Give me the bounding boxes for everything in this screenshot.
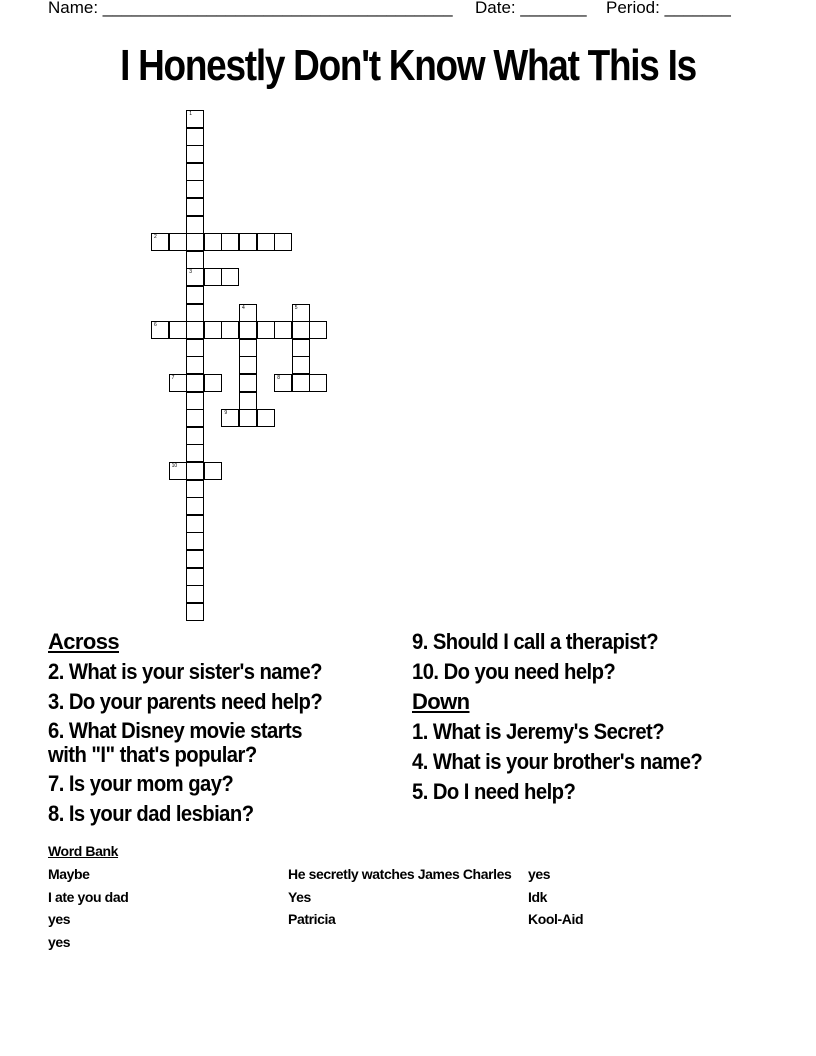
word-bank-item: He secretly watches James Charles	[288, 866, 512, 882]
clue-across-7	[48, 769, 322, 799]
word-bank-item: Maybe	[48, 866, 90, 882]
grid-cell	[257, 409, 275, 427]
cell-number: 8	[277, 375, 280, 381]
grid-cell	[239, 392, 257, 410]
clue-across-3	[48, 687, 322, 717]
grid-cell	[186, 427, 204, 445]
grid-cell	[274, 374, 292, 392]
clue-number: 1.	[412, 719, 428, 744]
grid-cell	[186, 163, 204, 181]
clue-text: Do I need help?	[427, 779, 576, 804]
grid-cell	[186, 392, 204, 410]
clue-down-5	[412, 777, 702, 807]
clue-number: 7.	[48, 771, 64, 796]
grid-cell	[186, 233, 204, 251]
grid-cell	[186, 251, 204, 269]
cell-number: 5	[294, 304, 298, 311]
grid-cell	[239, 321, 257, 339]
grid-cell	[204, 321, 222, 339]
clues-right-column	[412, 627, 727, 807]
grid-cell	[186, 480, 204, 498]
word-bank-item: I ate you dad	[48, 889, 129, 905]
name-field-label: Name: _____________________________________	[48, 0, 453, 17]
grid-cell	[239, 304, 257, 322]
clue-across-8	[48, 799, 322, 829]
word-bank-item: Yes	[288, 889, 311, 905]
cell-number: 6	[154, 322, 157, 329]
grid-cell	[274, 321, 292, 339]
grid-cell	[204, 374, 222, 392]
grid-cell	[186, 532, 204, 550]
date-field-label: Date: _______	[475, 0, 587, 17]
clue-text: Is your mom gay?	[63, 771, 234, 796]
grid-cell	[186, 374, 204, 392]
grid-cell	[239, 339, 257, 357]
clue-number: 8.	[48, 801, 64, 826]
clue-text-continued: with "I" that's popular?	[48, 742, 257, 767]
grid-cell	[309, 374, 327, 392]
grid-cell	[239, 409, 257, 427]
cell-number: 2	[154, 234, 157, 241]
grid-cell	[169, 321, 187, 339]
grid-cell	[239, 374, 257, 392]
word-bank-item: yes	[48, 911, 71, 927]
grid-cell	[221, 409, 239, 427]
grid-cell	[151, 233, 169, 251]
grid-cell	[186, 515, 204, 533]
clue-across-2	[48, 657, 322, 687]
grid-cell	[292, 374, 310, 392]
word-bank-heading: Word Bank	[48, 843, 119, 859]
grid-cell	[186, 198, 204, 216]
word-bank-item: Patricia	[288, 911, 336, 927]
grid-cell	[309, 321, 327, 339]
grid-cell	[221, 268, 239, 286]
clue-across-9	[412, 627, 702, 657]
cell-number: 4	[242, 304, 245, 311]
clue-text: Should I call a therapist?	[427, 629, 659, 654]
grid-cell	[186, 268, 204, 286]
grid-cell	[186, 321, 204, 339]
clue-text: Do you need help?	[438, 659, 616, 684]
clue-down-4	[412, 747, 702, 777]
cell-number: 7	[171, 375, 175, 381]
grid-cell	[186, 603, 204, 621]
grid-cell	[274, 233, 292, 251]
clue-down-1	[412, 717, 702, 747]
grid-cell	[257, 233, 275, 251]
clue-across-6	[48, 717, 322, 769]
word-bank-item: Idk	[528, 889, 548, 905]
grid-cell	[239, 233, 257, 251]
grid-cell	[186, 409, 204, 427]
clue-text: What is your brother's name?	[427, 749, 703, 774]
grid-cell	[239, 356, 257, 374]
clue-number: 5.	[412, 779, 428, 804]
clue-number: 3.	[48, 689, 64, 714]
grid-cell	[169, 374, 187, 392]
word-bank-item: Kool-Aid	[528, 911, 584, 927]
cell-number: 1	[189, 111, 192, 117]
word-bank-item: yes	[528, 866, 551, 882]
across-heading: Across	[48, 629, 119, 654]
grid-cell	[186, 568, 204, 586]
clue-number: 4.	[412, 749, 428, 774]
grid-cell	[186, 339, 204, 357]
grid-cell	[221, 233, 239, 251]
clue-text: What is your sister's name?	[63, 659, 322, 684]
grid-cell	[169, 462, 187, 480]
grid-cell	[186, 497, 204, 515]
grid-cell	[292, 339, 310, 357]
cell-number: 9	[224, 410, 228, 417]
grid-cell	[186, 585, 204, 603]
grid-cell	[186, 286, 204, 304]
clue-text: Is your dad lesbian?	[63, 801, 254, 826]
grid-cell	[221, 321, 239, 339]
grid-cell	[186, 550, 204, 568]
grid-cell	[169, 233, 187, 251]
cell-number: 10	[171, 463, 178, 469]
grid-cell	[292, 356, 310, 374]
clue-number: 2.	[48, 659, 64, 684]
grid-cell	[151, 321, 169, 339]
word-bank-item: yes	[48, 934, 71, 950]
clue-text: What Disney movie starts	[63, 718, 302, 743]
grid-cell	[186, 180, 204, 198]
clue-across-10	[412, 657, 702, 687]
clue-number: 9.	[412, 629, 428, 654]
grid-cell	[186, 462, 204, 480]
grid-cell	[186, 145, 204, 163]
grid-cell	[257, 321, 275, 339]
period-field-label: Period: _______	[606, 0, 731, 17]
grid-cell	[186, 216, 204, 234]
down-heading: Down	[412, 689, 470, 714]
grid-cell	[204, 462, 222, 480]
clue-text: Do your parents need help?	[63, 689, 323, 714]
clue-number: 10.	[412, 659, 439, 684]
page-title: I Honestly Don't Know What This Is	[120, 41, 696, 90]
clues-left-column	[48, 627, 346, 829]
clue-number: 6.	[48, 718, 64, 743]
grid-cell	[204, 233, 222, 251]
grid-cell	[186, 304, 204, 322]
clue-text: What is Jeremy's Secret?	[427, 719, 665, 744]
grid-cell	[292, 304, 310, 322]
grid-cell	[186, 110, 204, 128]
grid-cell	[186, 444, 204, 462]
grid-cell	[292, 321, 310, 339]
cell-number: 3	[189, 269, 192, 276]
grid-cell	[204, 268, 222, 286]
grid-cell	[186, 356, 204, 374]
grid-cell	[186, 128, 204, 146]
